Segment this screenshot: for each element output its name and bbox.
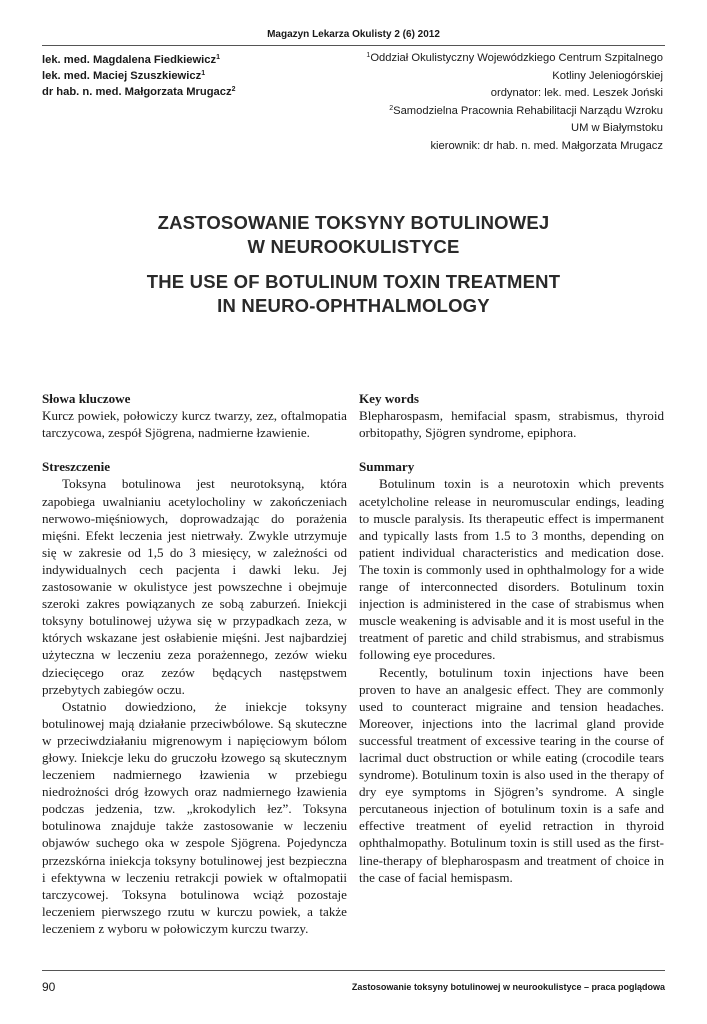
keywords-heading-en: Key words [359,391,420,406]
author-list [42,52,312,100]
author-1: lek. med. Magdalena Fiedkiewicz$^1$ [42,54,220,66]
affiliation-1-line1: $^1$Oddział Okulistyczny Wojewódzkiego Centrum Szpitalnego [366,52,663,64]
keywords-text-pl: Kurcz powiek, połowiczy kurcz twarzy, zez, oftalmopatia tarczycowa, zespół Sjögrena, nadmierne łzawienie. [42,408,347,441]
journal-header: Magazyn Lekarza Okulisty 2 (6) 2012 [267,29,440,40]
affiliation-1-line2: Kotliny Jeleniogórskiej [552,69,663,82]
affiliation-2-line2: UM w Białymstoku [570,122,663,134]
abstract-heading-en: Summary [359,459,415,475]
abstract-heading-pl: Streszczenie [42,459,111,475]
footer-divider [42,970,665,971]
affiliation-1-line3: ordynator: lek. med. Leszek Joński [490,87,663,99]
right-column-english [359,390,664,886]
left-column-polish [42,390,347,937]
page-number: 90 [42,980,56,994]
abstract-paragraph-pl-1: Toksyna botulinowa jest neurotoksyną, która zapobiega uwalnianiu acetylocholiny w zakończeniach nerwowo-mięśniowych, doprowadzając do porażenia mięśni. Efekt leczenia jest nietrwały. Zwykle utrzymuje się w zakresie od 1,5 do 3 miesięcy, w zależności od indywidualnych cech pacjenta i dawki leku. Jej zastosowanie w okulistyce jest powszechne i obejmuje szeroki zakres powiązanych ze sobą zaburzeń. Iniekcji toksyny botulinowej używa się w przypadkach zeza, w których wskazane jest osłabienie mięśni. Jest najbardziej użyteczna w leczeniu zeza porażennego, zezów wieku dziecięcego oraz zezów będących następstwem przebytych zabiegów oczu. [42,476,347,697]
affiliation-2-line3: kierownik: dr hab. n. med. Małgorzata Mrugacz [430,139,663,152]
header-divider [42,45,665,46]
title-english: THE USE OF BOTULINUM TOXIN TREATMENT IN NEURO-OPHTHALMOLOGY [146,271,561,316]
keywords-text-en: Blepharospasm, hemifacial spasm, strabismus, thyroid orbitopathy, Sjögren syndrome, epiphora. [359,408,664,441]
title-polish: ZASTOSOWANIE TOKSYNY BOTULINOWEJ W NEUROOKULISTYCE [157,212,550,257]
author-2: lek. med. Maciej Szuszkiewicz$^1$ [42,70,206,82]
abstract-paragraph-en-2: Recently, botulinum toxin injections have been proven to have an analgesic effect. They are commonly used to counteract migraine and tension headaches. Moreover, injections into the lacrimal gland provide successful treatment of excessive tearing in the course of lacrimal duct obstruction or while eating (crocodile tears syndrome). Botulinum toxin is also used in the therapy of dry eye symptoms in Sjögren’s syndrome. A single percutaneous injection of botulinum toxin is a safe and effective treatment of eyelid retraction in thyroid ophthalmopathy. Botulinum toxin is still used as the first-line-therapy of blepharospasm and treatment of choice in the case of facial hemispasm. [359,664,664,885]
affiliations [303,50,663,155]
author-3: dr hab. n. med. Małgorzata Mrugacz$^2$ [42,86,236,98]
affiliation-2-line1: $^2$Samodzielna Pracownia Rehabilitacji Narządu Wzroku [389,104,663,117]
abstract-paragraph-en-1: Botulinum toxin is a neurotoxin which prevents acetylcholine release in neuromuscular endings, leading to muscle paralysis. Its therapeutic effect is impermanent and typically lasts from 1.5 to 3 months, depending on patient individual characteristics and medication dose. The toxin is commonly used in ophthalmology for a wide range of interconnected disorders. Botulinum toxin injection is administered in the case of strabismus when muscle weakening is advisable and it is most useful in the treatment of paretic and child strabismus, and strabismus following eye procedures. [359,476,664,663]
running-title: Zastosowanie toksyny botulinowej w neurookulistyce – praca poglądowa [351,982,665,992]
abstract-paragraph-pl-2: Ostatnio dowiedziono, że iniekcje toksyny botulinowej mają działanie przeciwbólowe. Są skuteczne w przeciwdziałaniu migrenowym i napięciowym bólom głowy. Iniekcje leku do gruczołu łzowego są skutecznym leczeniem nadmiernego łzawienia w przebiegu niedrożności dróg łzowych oraz nadmiernego łzawienia podczas jedzenia, tzw. „krokodylich łez”. Toksyna botulinowa znajduje także zastosowanie w leczeniu objawów suchego oka w zespole Sjögrena. Pojedyncza przezskórna iniekcja toksyny botulinowej jest bezpieczna i efektywna w leczeniu retrakcji powiek w oftalmopatii tarczycowej. Toksyna botulinowa wciąż pozostaje leczeniem pierwszego rzutu w kurczu powiek, a także leczeniem z wyboru w połowiczym kurczu twarzy. [42,698,347,936]
keywords-heading-pl: Słowa kluczowe [42,391,131,406]
